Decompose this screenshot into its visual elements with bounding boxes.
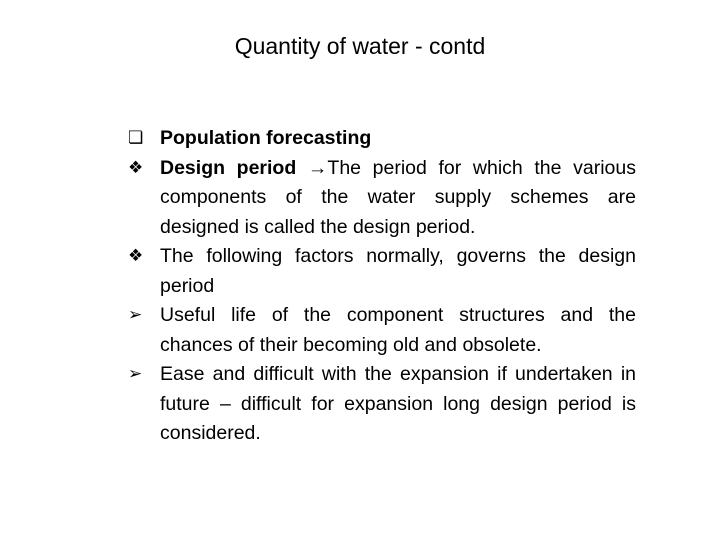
arrowhead-icon: ➢ (128, 305, 143, 325)
diamond-cluster-icon: ❖ (128, 246, 144, 266)
list-item (128, 242, 636, 301)
list-item (128, 301, 636, 360)
list-item (128, 154, 636, 243)
arrowhead-icon: ➢ (128, 364, 143, 384)
item-text: →The period for which the various components of the water supply schemes are designed is called the design period. (160, 156, 636, 238)
item-text: The following factors normally, governs the design period (160, 245, 636, 297)
item-text: Useful life of the component structures and the chances of their becoming old and obsolete. (160, 304, 636, 356)
item-heading: Population forecasting (160, 127, 372, 149)
diamond-cluster-icon: ❖ (128, 157, 144, 178)
item-text: Ease and difficult with the expansion if undertaken in future – difficult for expansion long design period is considered. (160, 363, 636, 444)
slide-title: Quantity of water - contd (234, 33, 486, 59)
list-item (128, 360, 636, 449)
list-item (128, 124, 636, 154)
bullet-list (128, 124, 636, 449)
item-heading: Design period (160, 156, 297, 179)
checkbox-square-icon: ❏ (128, 128, 144, 148)
